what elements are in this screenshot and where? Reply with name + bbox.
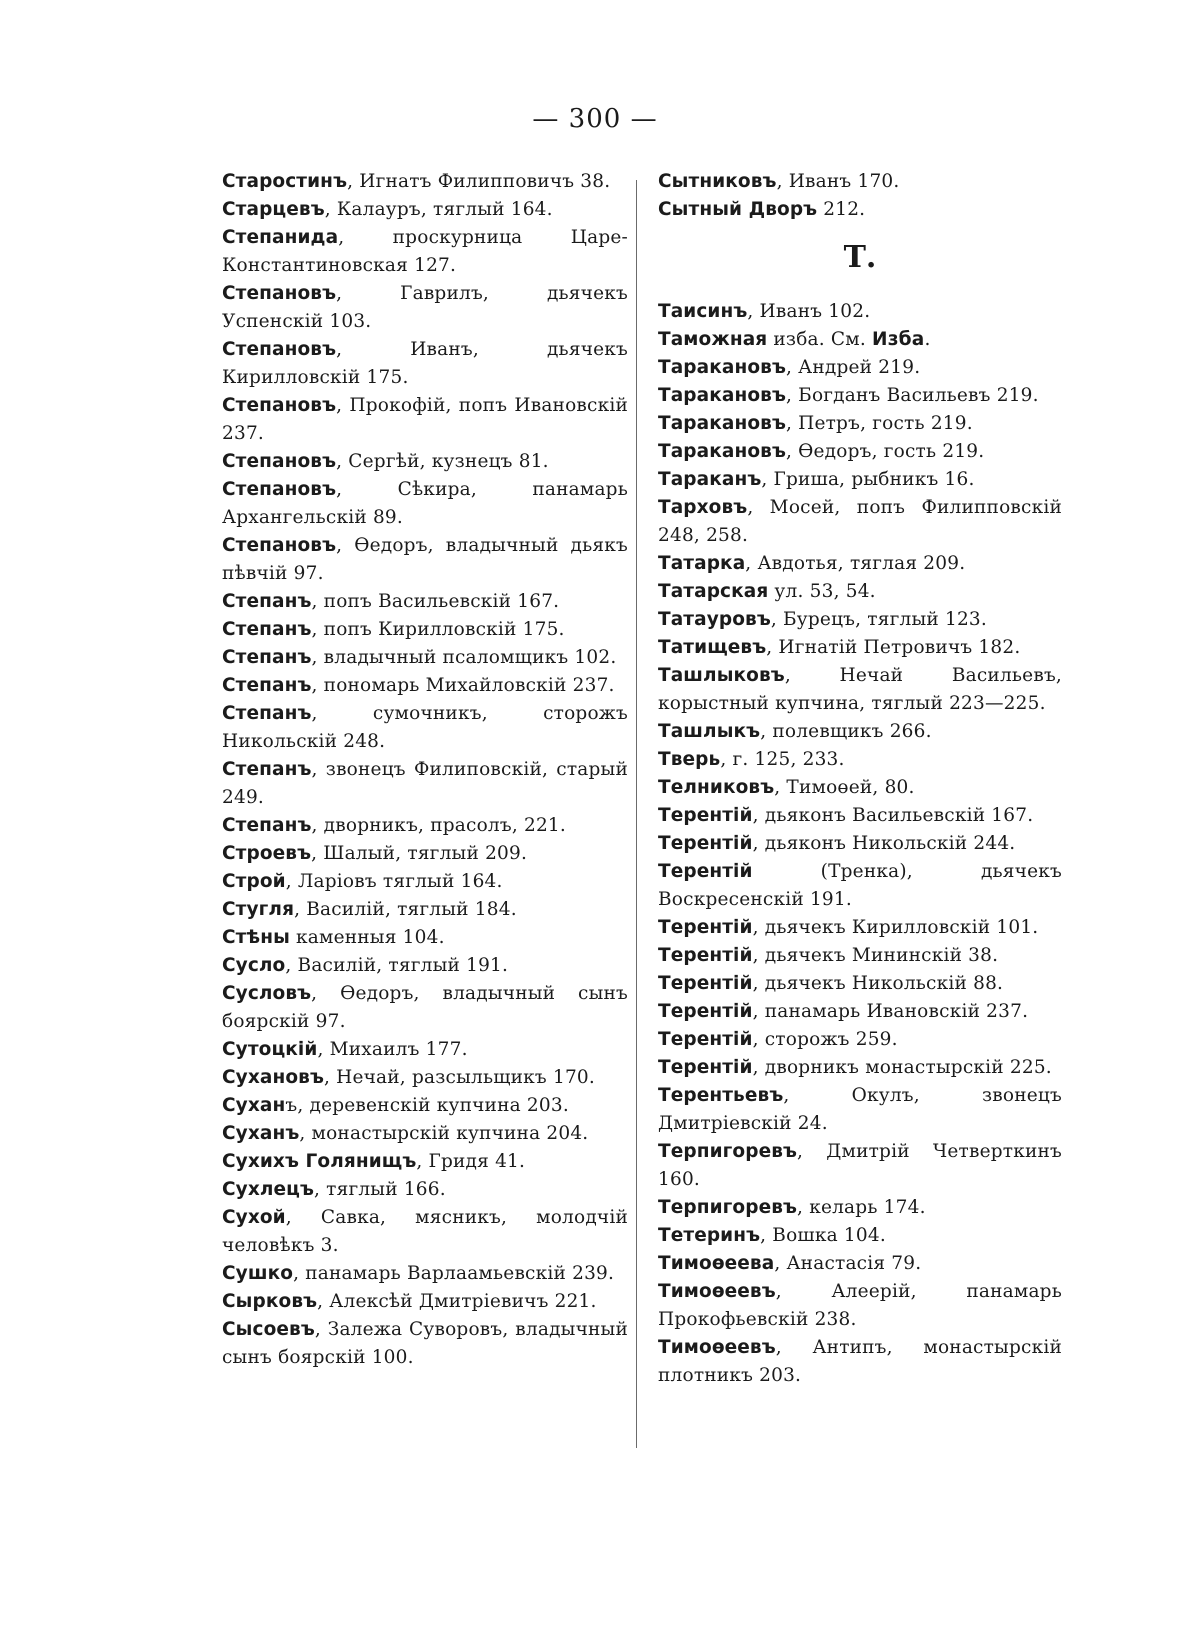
- entry-headword: Татарка: [658, 553, 746, 574]
- entry-text: , дьячекъ Никольскій 88.: [752, 973, 1004, 994]
- entry-headword: Сушко: [222, 1263, 294, 1284]
- index-entry: [658, 1250, 1062, 1278]
- index-entry: [222, 532, 628, 588]
- index-entry: [222, 224, 628, 280]
- entry-headword: Степанида: [222, 227, 339, 248]
- index-entry: [658, 970, 1062, 998]
- index-entry: [658, 1026, 1062, 1054]
- entry-text: , полевщикъ 266.: [760, 721, 932, 742]
- entry-headword: Терентій: [658, 805, 753, 826]
- entry-text: ъ, деревенскій купчина 203.: [285, 1095, 569, 1116]
- entry-text: , Андрей 219.: [785, 357, 921, 378]
- entry-headword: Сырковъ: [222, 1291, 318, 1312]
- entry-headword: Терентій: [658, 1001, 753, 1022]
- entry-text: (Тренка), дьячекъ Воскресенскій 191.: [658, 861, 1062, 910]
- entry-text: , Василій, тяглый 191.: [285, 955, 509, 976]
- entry-headword: Сухихъ Голянищъ: [222, 1151, 417, 1172]
- index-entry: [222, 672, 628, 700]
- index-entry: [658, 858, 1062, 914]
- entry-headword: Татищевъ: [658, 637, 767, 658]
- index-entry: [658, 382, 1062, 410]
- index-entry: [658, 578, 1062, 606]
- entry-headword: Таракановъ: [658, 441, 786, 462]
- entry-text: , проскурница Царе-Константиновская 127.: [222, 227, 628, 276]
- index-entry: [222, 168, 628, 196]
- entry-headword: Сысоевъ: [222, 1319, 315, 1340]
- entry-headword: Таракановъ: [658, 413, 786, 434]
- entry-headword: Старцевъ: [222, 199, 325, 220]
- entry-text: , монастырскій купчина 204.: [299, 1123, 589, 1144]
- page-number: — 300 —: [532, 104, 658, 134]
- entry-text: , Гаврилъ, дьячекъ Успенскій 103.: [222, 283, 628, 332]
- index-entry: [658, 942, 1062, 970]
- entry-headword: Степановъ: [222, 451, 337, 472]
- entry-text: , Өедоръ, гость 219.: [785, 441, 985, 462]
- index-entry: [222, 1260, 628, 1288]
- entry-headword: Степановъ: [222, 535, 337, 556]
- index-entry: [658, 1222, 1062, 1250]
- index-entry: [222, 448, 628, 476]
- index-entry: [658, 1138, 1062, 1194]
- index-entry: [222, 924, 628, 952]
- entry-text: , владычный псаломщикъ 102.: [311, 647, 617, 668]
- entry-headword: Сухан: [222, 1095, 286, 1116]
- entry-headword: Старостинъ: [222, 171, 348, 192]
- entry-text: , Нечай Васильевъ, корыстный купчина, тяглый 223—225.: [658, 665, 1062, 714]
- entry-headword: Таракановъ: [658, 357, 786, 378]
- entry-text: , Ларіовъ тяглый 164.: [285, 871, 503, 892]
- index-entry: [658, 606, 1062, 634]
- entry-text: , Петръ, гость 219.: [785, 413, 973, 434]
- entry-headword: Тимоөеевъ: [658, 1281, 776, 1302]
- index-entry: [222, 700, 628, 756]
- entry-text: , тяглый 166.: [313, 1179, 446, 1200]
- entry-headword: Терентій: [658, 917, 753, 938]
- entry-text: , Савка, мясникъ, молодчій человѣкъ 3.: [222, 1207, 628, 1256]
- index-entry: [658, 298, 1062, 326]
- index-entry: [222, 280, 628, 336]
- index-entry: [222, 840, 628, 868]
- left-column: [222, 168, 628, 1372]
- entry-headword: Сытниковъ: [658, 171, 777, 192]
- entry-headword: Степанъ: [222, 619, 312, 640]
- entry-text: , панамарь Ивановскій 237.: [752, 1001, 1029, 1022]
- entry-text: , попъ Васильевскій 167.: [311, 591, 560, 612]
- entry-text: , Окулъ, звонецъ Дмитріевскій 24.: [658, 1085, 1062, 1134]
- entry-text-tail: .: [924, 329, 931, 350]
- entry-text: , попъ Кирилловскій 175.: [311, 619, 565, 640]
- index-entry: [658, 718, 1062, 746]
- index-entry: [222, 644, 628, 672]
- entry-headword: Степанъ: [222, 759, 312, 780]
- column-divider: [636, 180, 637, 1448]
- entry-headword: Терентій: [658, 861, 753, 882]
- entry-text: , Калауръ, тяглый 164.: [324, 199, 553, 220]
- entry-headword: Таисинъ: [658, 301, 748, 322]
- index-entry: [658, 1054, 1062, 1082]
- entry-text: , Мосей, попъ Филипповскій 248, 258.: [658, 497, 1062, 546]
- entry-text: , Сѣкира, панамарь Архангельскій 89.: [222, 479, 628, 528]
- index-entry: [658, 830, 1062, 858]
- entry-headword: Тимоөеева: [658, 1253, 775, 1274]
- entry-text: , Михаилъ 177.: [317, 1039, 468, 1060]
- entry-headword: Строй: [222, 871, 286, 892]
- entry-text: , келарь 174.: [797, 1197, 926, 1218]
- index-entry: [658, 1334, 1062, 1390]
- index-entry: [222, 1092, 628, 1120]
- entry-headword: Терентій: [658, 945, 753, 966]
- entry-text: , Прокофій, попъ Ивановскій 237.: [222, 395, 628, 444]
- entry-headword: Строевъ: [222, 843, 312, 864]
- entry-text: , дьячекъ Мининскій 38.: [752, 945, 999, 966]
- entry-headword: Степанъ: [222, 675, 312, 696]
- entry-headword: Стугля: [222, 899, 295, 920]
- entry-headword: Суханъ: [222, 1123, 300, 1144]
- entry-text: , сумочникъ, сторожъ Никольскій 248.: [222, 703, 628, 752]
- entry-text: , Өедоръ, владычный дьякъ пѣвчій 97.: [222, 535, 628, 584]
- entry-text: 212.: [817, 199, 866, 220]
- entry-headword: Таракановъ: [658, 385, 786, 406]
- entry-text: , Алексѣй Дмитріевичъ 221.: [317, 1291, 597, 1312]
- entry-text: , сторожъ 259.: [752, 1029, 898, 1050]
- entry-headword: Тарховъ: [658, 497, 748, 518]
- entry-text: , Вошка 104.: [760, 1225, 886, 1246]
- entry-text: , г. 125, 233.: [720, 749, 845, 770]
- index-entry: [222, 616, 628, 644]
- index-entry: [222, 336, 628, 392]
- index-entry: [658, 746, 1062, 774]
- entry-headword: Сухлецъ: [222, 1179, 314, 1200]
- entry-headword: Тимоөеевъ: [658, 1337, 776, 1358]
- index-entry: [222, 812, 628, 840]
- entry-headword: Терпигоревъ: [658, 1197, 798, 1218]
- index-entry: [658, 998, 1062, 1026]
- entry-headword: Стѣны: [222, 927, 290, 948]
- entry-text: , Залежа Суворовъ, владычный сынъ боярскій 100.: [222, 1319, 628, 1368]
- entry-text: , Өедоръ, владычный сынъ боярскій 97.: [222, 983, 628, 1032]
- index-entry: [222, 1288, 628, 1316]
- index-entry: [222, 756, 628, 812]
- entry-headword: Ташлыкъ: [658, 721, 761, 742]
- index-entry: [658, 662, 1062, 718]
- entry-text: , панамарь Варлаамьевскій 239.: [293, 1263, 615, 1284]
- entry-headword: Татарская: [658, 581, 769, 602]
- index-entry: [222, 392, 628, 448]
- entry-headword: Ташлыковъ: [658, 665, 785, 686]
- entry-text: , Гриша, рыбникъ 16.: [761, 469, 975, 490]
- index-entry: [658, 410, 1062, 438]
- entry-headword: Степанъ: [222, 591, 312, 612]
- entry-headword: Сухановъ: [222, 1067, 324, 1088]
- index-entry: [222, 868, 628, 896]
- entry-text: , Антипъ, монастырскій плотникъ 203.: [658, 1337, 1062, 1386]
- entry-headword: Терентій: [658, 1057, 753, 1078]
- index-entry: [658, 634, 1062, 662]
- entry-text: , звонецъ Филиповскій, старый 249.: [222, 759, 628, 808]
- entry-text: , Анастасія 79.: [774, 1253, 922, 1274]
- entry-headword: Тараканъ: [658, 469, 762, 490]
- entry-text: , дьяконъ Васильевскій 167.: [752, 805, 1034, 826]
- entry-headword: Терентій: [658, 833, 753, 854]
- entry-headword: Степановъ: [222, 339, 337, 360]
- entry-headword: Степановъ: [222, 479, 337, 500]
- index-entry: [658, 914, 1062, 942]
- index-entry: [222, 588, 628, 616]
- index-entry: [658, 196, 1062, 224]
- entry-headword: Степановъ: [222, 395, 337, 416]
- entry-headword: Терентій: [658, 973, 753, 994]
- entry-text: , Авдотья, тяглая 209.: [745, 553, 966, 574]
- index-entry: [222, 1204, 628, 1260]
- index-entry: [222, 1064, 628, 1092]
- entry-headword: Сытный Дворъ: [658, 199, 818, 220]
- index-entry: [222, 196, 628, 224]
- entry-headword: Терентій: [658, 1029, 753, 1050]
- entry-text: , Василій, тяглый 184.: [294, 899, 517, 920]
- index-entry: [658, 1194, 1062, 1222]
- index-entry: [222, 1176, 628, 1204]
- index-entry: [222, 1120, 628, 1148]
- index-entry: [658, 438, 1062, 466]
- entry-headword: Терпигоревъ: [658, 1141, 798, 1162]
- right-column: [658, 168, 1062, 1390]
- entry-text: ул. 53, 54.: [768, 581, 876, 602]
- entry-headword: Тетеринъ: [658, 1225, 761, 1246]
- entry-text: , Иванъ 170.: [776, 171, 900, 192]
- index-entry: [222, 980, 628, 1036]
- entry-text: , Бурецъ, тяглый 123.: [770, 609, 987, 630]
- entry-text: каменныя 104.: [289, 927, 445, 948]
- index-entry: [658, 550, 1062, 578]
- index-entry: [658, 494, 1062, 550]
- entry-headword: Степановъ: [222, 283, 337, 304]
- section-letter: Т.: [843, 240, 877, 275]
- index-entry: [222, 1036, 628, 1064]
- entry-headword: Степанъ: [222, 815, 312, 836]
- entry-headword: Телниковъ: [658, 777, 775, 798]
- index-entry: [658, 1082, 1062, 1138]
- entry-text: , Шалый, тяглый 209.: [311, 843, 528, 864]
- entry-text: , дьячекъ Кирилловскій 101.: [752, 917, 1039, 938]
- entry-headword: Степанъ: [222, 703, 312, 724]
- entry-crossref: Изба: [872, 329, 925, 350]
- entry-text: , Иванъ, дьячекъ Кирилловскій 175.: [222, 339, 628, 388]
- index-entry: [658, 466, 1062, 494]
- entry-headword: Сусловъ: [222, 983, 312, 1004]
- entry-text: , Алеерій, панамарь Прокофьевскій 238.: [658, 1281, 1062, 1330]
- entry-text: , Богданъ Васильевъ 219.: [785, 385, 1039, 406]
- entry-text: , дворникъ, прасолъ, 221.: [311, 815, 566, 836]
- entry-text: , дьяконъ Никольскій 244.: [752, 833, 1016, 854]
- entry-text: , Нечай, разсыльщикъ 170.: [323, 1067, 595, 1088]
- index-entry: [222, 1148, 628, 1176]
- entry-text: , Сергѣй, кузнецъ 81.: [336, 451, 549, 472]
- index-entry: [222, 896, 628, 924]
- index-entry: [658, 802, 1062, 830]
- entry-text: изба. См.: [767, 329, 873, 350]
- entry-text: , Дмитрій Четверткинъ 160.: [658, 1141, 1062, 1190]
- index-entry: [222, 952, 628, 980]
- entry-headword: Терентьевъ: [658, 1085, 784, 1106]
- entry-text: , Игнатъ Филипповичъ 38.: [347, 171, 611, 192]
- entry-text: , Игнатій Петровичъ 182.: [766, 637, 1021, 658]
- index-entry: [222, 476, 628, 532]
- entry-text: , Тимоөей, 80.: [774, 777, 915, 798]
- index-entry: [658, 168, 1062, 196]
- entry-text: , Гридя 41.: [416, 1151, 526, 1172]
- entry-text: , дворникъ монастырскій 225.: [752, 1057, 1052, 1078]
- entry-headword: Тверь: [658, 749, 721, 770]
- index-entry: [658, 326, 1062, 354]
- entry-text: , Иванъ 102.: [747, 301, 871, 322]
- index-entry: [222, 1316, 628, 1372]
- index-entry: [658, 1278, 1062, 1334]
- entry-headword: Татауровъ: [658, 609, 771, 630]
- entry-headword: Сутоцкій: [222, 1039, 318, 1060]
- entry-headword: Степанъ: [222, 647, 312, 668]
- entry-headword: Сухой: [222, 1207, 286, 1228]
- index-entry: [658, 354, 1062, 382]
- entry-text: , пономарь Михайловскій 237.: [311, 675, 615, 696]
- index-entry: [658, 774, 1062, 802]
- entry-headword: Таможная: [658, 329, 768, 350]
- entry-headword: Сусло: [222, 955, 286, 976]
